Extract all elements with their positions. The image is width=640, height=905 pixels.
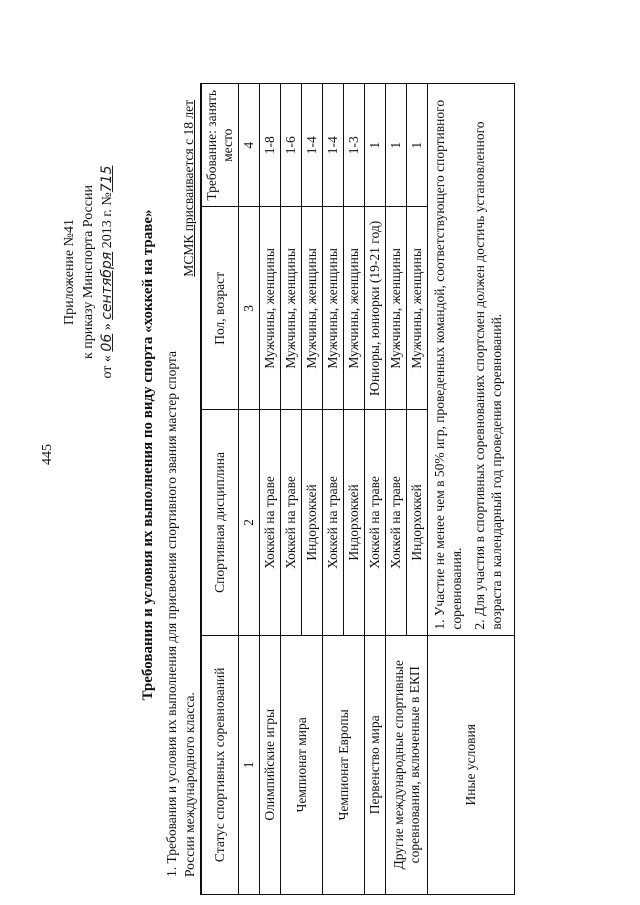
order-date-line: [98, 112, 117, 432]
order-month: сентября: [99, 251, 115, 320]
column-number-row: [239, 84, 260, 895]
status-cell: Чемпионат Европы: [323, 635, 365, 894]
appendix-title: Приложение №41: [62, 219, 77, 325]
place-cell: 1-3: [344, 84, 365, 207]
sex-age-cell: Мужчины, женщины: [407, 207, 428, 410]
table-row: [323, 84, 344, 895]
sex-age-cell: Мужчины, женщины: [281, 207, 302, 410]
table-row: [281, 84, 302, 895]
col-number: 3: [239, 207, 260, 410]
intro-paragraph: 1. Требования и условия их выполнения для присвоения спортивного звания мастер спорта России международного класса.: [164, 351, 197, 877]
condition-item: 2. Для участия в спортивных соревнованиях спортсмен должен достичь установленного возраста в календарный год проведения соревнований.: [472, 121, 504, 630]
discipline-cell: Индорхоккей: [302, 410, 323, 635]
other-conditions-cell: [428, 84, 515, 636]
requirements-table: [200, 83, 515, 895]
discipline-cell: Индорхоккей: [407, 410, 428, 635]
header-status: Статус спортивных соревнований: [201, 635, 239, 894]
page-number: 445: [40, 444, 55, 465]
discipline-cell: Хоккей на траве: [386, 410, 407, 635]
document-title: Требования и условия их выполнения по виду спорта «хоккей на траве»: [140, 209, 156, 701]
place-cell: 1-4: [323, 84, 344, 207]
appendix-order-ref: к приказу Минспорта России: [81, 185, 96, 359]
sex-age-cell: Юниоры, юниорки (19-21 год): [365, 207, 386, 410]
place-cell: 1: [407, 84, 428, 207]
header-discipline: Спортивная дисциплина: [201, 410, 239, 635]
discipline-cell: Индорхоккей: [344, 410, 365, 635]
sex-age-cell: Мужчины, женщины: [260, 207, 281, 410]
order-year: 2013 г.: [100, 209, 115, 249]
sex-age-cell: Мужчины, женщины: [302, 207, 323, 410]
place-cell: 1-6: [281, 84, 302, 207]
other-conditions-label: Иные условия: [428, 635, 515, 894]
other-conditions-row: [428, 84, 515, 895]
header-row: [201, 84, 239, 895]
status-cell: Другие международные спортивные соревнования, включенные в ЕКП: [386, 635, 428, 894]
col-number: 4: [239, 84, 260, 207]
mcmk-age-note: МСМК присваивается с 18 лет: [181, 100, 196, 277]
sex-age-cell: Мужчины, женщины: [386, 207, 407, 410]
discipline-cell: Хоккей на траве: [281, 410, 302, 635]
appendix-block: [60, 112, 117, 432]
table-row: [260, 84, 281, 895]
discipline-cell: Хоккей на траве: [365, 410, 386, 635]
status-cell: Чемпионат мира: [281, 635, 323, 894]
sex-age-cell: Мужчины, женщины: [323, 207, 344, 410]
condition-item: 1. Участие не менее чем в 50% игр, проведенных командой, соответствующего спортивного соревнования.: [432, 99, 464, 630]
header-sex-age: Пол, возраст: [201, 207, 239, 410]
status-cell: Олимпийские игры: [260, 635, 281, 894]
col-number: 1: [239, 635, 260, 894]
header-place: Требование: занять место: [201, 84, 239, 207]
place-cell: 1: [365, 84, 386, 207]
discipline-cell: Хоккей на траве: [323, 410, 344, 635]
order-no-prefix: №: [100, 192, 115, 206]
table-row: [386, 84, 407, 895]
status-cell: Первенство мира: [365, 635, 386, 894]
order-number: 715: [99, 165, 115, 193]
table-row: [365, 84, 386, 895]
sex-age-cell: Мужчины, женщины: [344, 207, 365, 410]
place-cell: 1: [386, 84, 407, 207]
col-number: 2: [239, 410, 260, 635]
order-day: 06: [99, 333, 115, 352]
discipline-cell: Хоккей на траве: [260, 410, 281, 635]
order-prefix: от «: [100, 355, 115, 379]
order-mid: »: [100, 323, 115, 331]
place-cell: 1-4: [302, 84, 323, 207]
place-cell: 1-8: [260, 84, 281, 207]
